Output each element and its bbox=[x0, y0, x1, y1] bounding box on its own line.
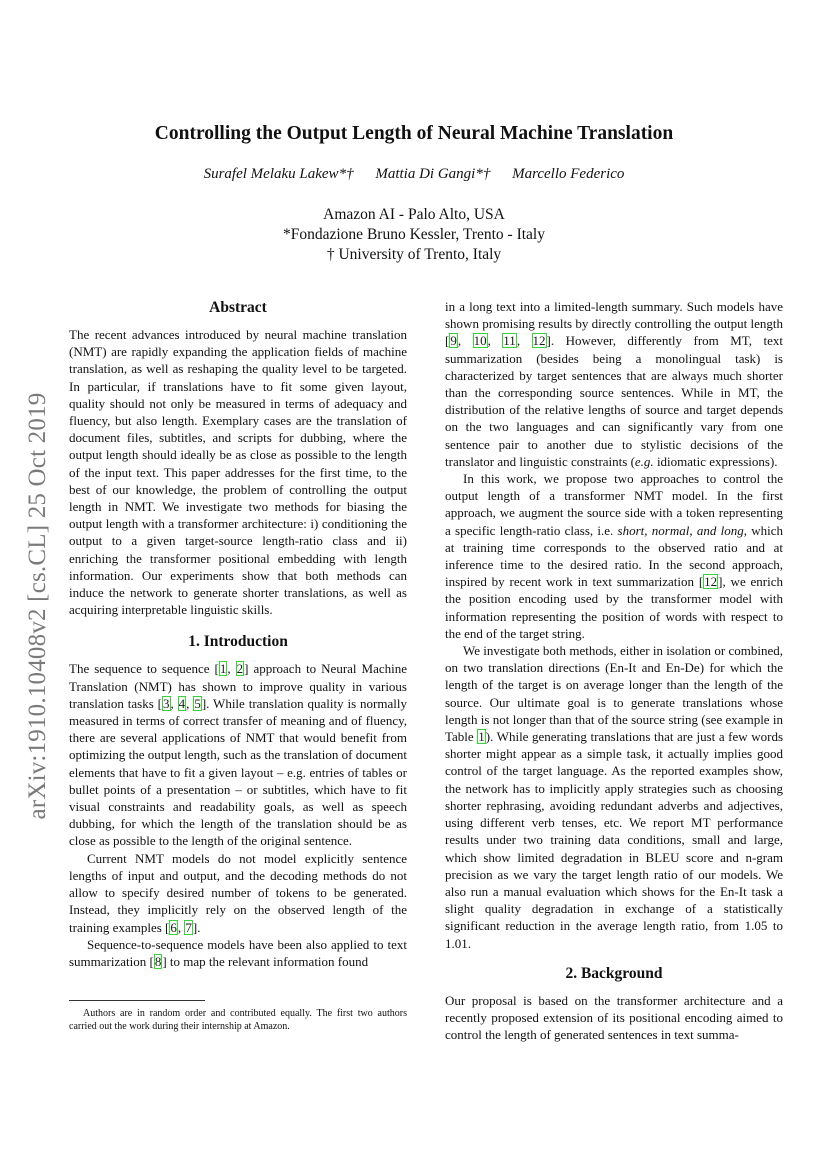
abstract-text: The recent advances introduced by neural machine translation (NMT) are rapidly expanding the application fields of machine translation, as well as reshaping the quality level to be targeted. In particular, if translations have to fit some given layout, quality should not only be measured in terms of adequacy and fluency, but also length. Exemplary cases are the translation of document files, subtitles, and scripts for dubbing, where the output length should ideally be as close as possible to the length of the input text. This paper addresses for the first time, to the best of our knowledge, the problem of controlling the output length in NMT. We investigate two methods for biasing the output length with a transformer architecture: i) conditioning the output to a given target-source length-ratio class and ii) enriching the transformer positional embedding with length information. Our experiments show that both methods can induce the network to generate shorter translations, as well as acquiring interpretable linguistic skills. bbox=[69, 327, 407, 618]
author-3: Marcello Federico bbox=[512, 166, 625, 182]
citation-link[interactable]: 2 bbox=[236, 661, 244, 677]
citation-link[interactable]: 12 bbox=[532, 333, 546, 349]
abstract-heading: Abstract bbox=[209, 299, 267, 316]
author-list bbox=[60, 166, 768, 183]
affiliation-3: † University of Trento, Italy bbox=[326, 246, 502, 263]
citation-link[interactable]: 8 bbox=[154, 953, 162, 969]
footnote: Authors are in random order and contributed equally. The first two authors carried out the work during their internship at Amazon. bbox=[69, 1008, 407, 1032]
right-paragraph-1: in a long text into a limited-length summary. Such models have shown promising results by directly controlling the output length [9, 10, 11, 12]. However, differently from MT, text summarization (besides being a monolingual task) is characterized by target sentences that are always much shorter than the corresponding source sentences. While in MT, the distribution of the relative lengths of source and target depends on the two languages and can significantly vary from one sentence pair to another due to stylistic decisions of the translator and linguistic constraints (e.g. idiomatic expressions). bbox=[445, 299, 783, 469]
paper-title: Controlling the Output Length of Neural Machine Translation bbox=[154, 123, 674, 144]
introduction-heading: 1. Introduction bbox=[188, 633, 288, 651]
intro-paragraph-1: The sequence to sequence [1, 2] approach to Neural Machine Translation (NMT) has shown to improve quality in various translation tasks [3, 4, 5]. While translation quality is normally measured in terms of correct transfer of meaning and of fluency, there are several applications of NMT that would benefit from optimizing the output length, such as the translation of document elements that have to fit a given layout – e.g. entries of tables or bullet points of a presentation – or subtitles, which have to fit visual constraints and readability goals, as well as speech dubbing, for which the length of the translation should be as close as possible to the length of the original sentence. bbox=[69, 661, 407, 849]
citation-link[interactable]: 6 bbox=[170, 919, 177, 935]
author-2: Mattia Di Gangi*† bbox=[375, 166, 491, 182]
arxiv-stamp-text: arXiv:1910.10408v2 [cs.CL] 25 Oct 2019 bbox=[24, 392, 51, 820]
left-column bbox=[69, 298, 407, 970]
citation-link[interactable]: 1 bbox=[219, 661, 227, 677]
citation-link[interactable]: 9 bbox=[450, 333, 457, 349]
citation-link[interactable]: 5 bbox=[194, 695, 201, 711]
citation-link[interactable]: 11 bbox=[503, 333, 516, 349]
background-paragraph-1: Our proposal is based on the transformer architecture and a recently proposed extension of its positional encoding aimed to control the length of generated sentences in text summa- bbox=[445, 992, 783, 1043]
affiliations bbox=[60, 205, 768, 265]
affiliation-2: *Fondazione Bruno Kessler, Trento - Italy bbox=[283, 226, 545, 243]
right-paragraph-2: In this work, we propose two approaches to control the output length of a transformer NMT model. In the first approach, we augment the source side with a token representing a specific length-ratio class, i.e. short, normal, and long, which at training time corresponds to the observed ratio and at inference time to the desired ratio. In the second approach, inspired by recent work in text summarization [12], we enrich the position encoding used by the transformer model with information representing the position of words with respect to the end of the target string. bbox=[445, 471, 783, 641]
citation-link[interactable]: 3 bbox=[163, 695, 170, 711]
citation-link[interactable]: 7 bbox=[185, 919, 192, 935]
table-link[interactable]: 1 bbox=[478, 729, 485, 745]
citation-link[interactable]: 12 bbox=[704, 574, 718, 590]
affiliation-1: Amazon AI - Palo Alto, USA bbox=[323, 206, 505, 223]
footnote-rule bbox=[69, 1000, 205, 1001]
right-paragraph-3: We investigate both methods, either in isolation or combined, on two translation directions (En-It and En-De) for which the length of the target is on average longer than the length of the source. Our ultimate goal is to generate translations whose length is not longer than that of the source string (see example in Table 1). While generating translations that are just a few words shorter might appear as a simple task, it actually implies good control of the target language. As the reported examples show, the network has to implicitly apply strategies such as choosing shorter rephrasing, avoiding redundant adverbs and adjectives, using different verb tenses, etc. We report MT performance results under two training data conditions, small and large, which show limited degradation in BLEU score and n-gram precision as we vary the target length ratio of our models. We also run a manual evaluation which shows for the En-It task a slight quality degradation in exchange of a statistically significant reduction in the average length ratio, from 1.05 to 1.01. bbox=[445, 643, 783, 951]
intro-paragraph-2: Current NMT models do not model explicitly sentence lengths of input and output, and the decoding methods do not allow to specify desired number of tokens to be generated. Instead, they implicitly rely on the observed length of the training examples [6, 7]. bbox=[69, 850, 407, 935]
citation-link[interactable]: 10 bbox=[473, 333, 487, 349]
arxiv-stamp bbox=[24, 366, 52, 846]
right-column bbox=[445, 298, 783, 1043]
citation-link[interactable]: 4 bbox=[178, 695, 186, 711]
intro-paragraph-3: Sequence-to-sequence models have been also applied to text summarization [8] to map the relevant information found bbox=[69, 936, 407, 969]
background-heading: 2. Background bbox=[565, 964, 663, 982]
author-1: Surafel Melaku Lakew*† bbox=[203, 166, 354, 182]
